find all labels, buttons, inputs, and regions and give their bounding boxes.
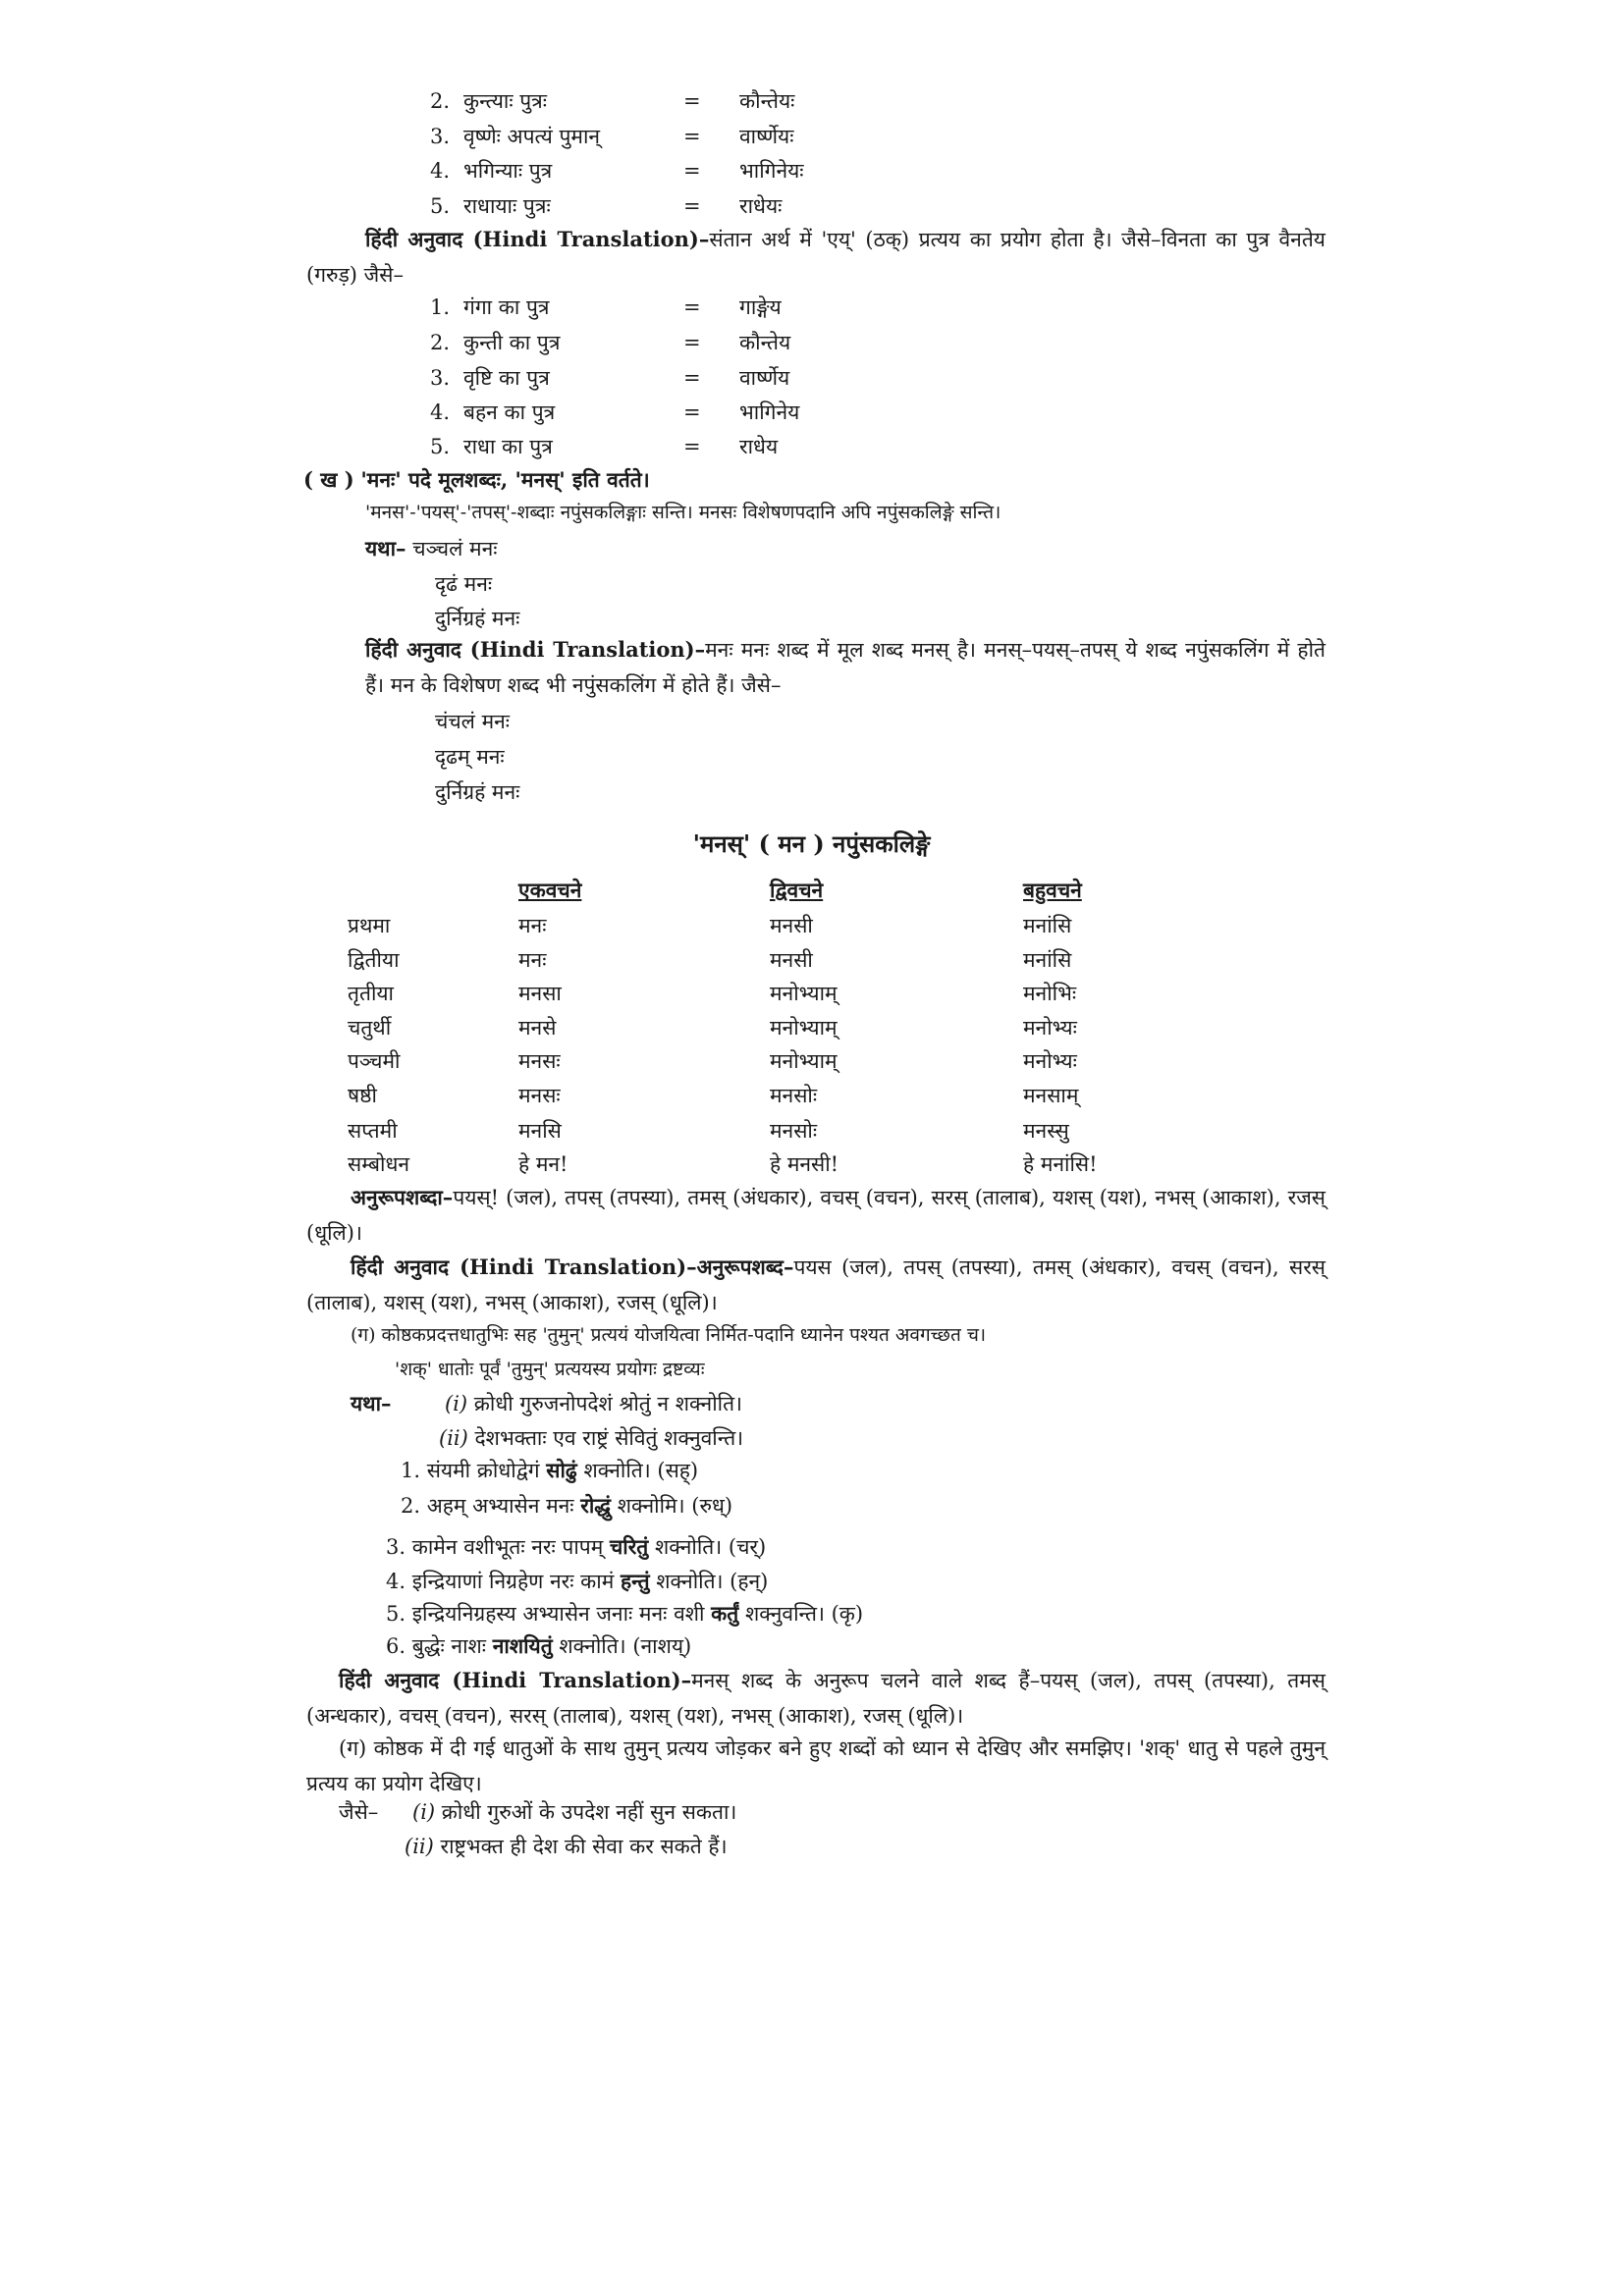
item-pre: इन्द्रियाणां निग्रहेण नरः कामं — [411, 1570, 615, 1593]
example-text: देशभक्ताः एव राष्ट्रं सेवितुं शक्नुवन्ति। — [474, 1426, 744, 1450]
item-bold: कर्तुं — [711, 1601, 739, 1626]
case-label: सम्बोधन — [348, 1152, 410, 1176]
table-cell: मनांसि — [1023, 948, 1072, 972]
tumun-example-item — [386, 1631, 691, 1661]
translation-label: हिंदी अनुवाद (Hindi Translation)– — [365, 637, 706, 662]
yatha-label: यथा– — [365, 536, 406, 561]
list-item-num: 3. — [430, 366, 451, 390]
yatha-label: यथा– — [351, 1391, 392, 1415]
column-header: एकवचने — [518, 878, 582, 902]
case-label: चतुर्थी — [348, 1016, 392, 1040]
example-line — [405, 1832, 728, 1861]
table-cell: मनः — [518, 914, 547, 937]
list-item-num: 2. — [430, 331, 451, 354]
translation-text: मनः मनः शब्द में मूल शब्द मनस् है। मनस्–पयस्–तपस् ये शब्द नपुंसकलिंग में होते हैं। मन के विशेषण शब्द भी नपुंसकलिंग में होते हैं। जैसे– — [365, 638, 1325, 697]
example-num: (i) — [445, 1392, 468, 1415]
list-item-term: बहन का पुत्र — [463, 400, 556, 424]
tumun-example-item — [386, 1567, 768, 1596]
item-post: शक्नोति। (हन्) — [656, 1570, 769, 1593]
example: दृढं मनः — [435, 572, 493, 596]
translation-text: पयस (जल), तपस् (तपस्या), तमस् (अंधकार), वचस् (वचन), सरस् (तालाब), यशस् (यश), नभस् (आकाश), रजस् (धूलि)। — [306, 1255, 1325, 1314]
table-cell: मनोभ्याम् — [770, 1016, 838, 1040]
list-item-eq: = — [683, 89, 701, 113]
anurupa-paragraph — [306, 1180, 1325, 1251]
item-bold: चरितुं — [609, 1534, 649, 1559]
translation-label: हिंदी अनुवाद (Hindi Translation)– — [339, 1668, 692, 1692]
section-line: 'मनस'-'पयस्'-'तपस्'-शब्दाः नपुंसकलिङ्गाः सन्ति। मनसः विशेषणपदानि अपि नपुंसकलिङ्गे सन्ति। — [365, 502, 1001, 523]
list-item-result: राधेय — [739, 435, 779, 458]
list-item-result: भागिनेय — [739, 400, 800, 424]
list-item-eq: = — [683, 125, 701, 148]
table-cell: मनसे — [518, 1016, 557, 1040]
list-item-term: राधायाः पुत्रः — [463, 194, 551, 218]
anurupa-text: पयस्! (जल), तपस् (तपस्या), तमस् (अंधकार), वचस् (वचन), सरस् (तालाब), यशस् (यश), नभस् (आकाश), रजस् (धूलि)। — [306, 1186, 1325, 1245]
table-cell: मनसी — [770, 948, 813, 972]
list-item-term: कुन्त्याः पुत्रः — [463, 89, 548, 113]
example-line — [439, 1423, 743, 1453]
hindi-translation-paragraph — [306, 222, 1325, 293]
item-bold: हन्तुं — [620, 1569, 650, 1593]
item-bold: सोढुं — [546, 1458, 577, 1482]
section-ga-line: (ग) कोष्ठकप्रदत्तधातुभिः सह 'तुमुन्' प्रत्ययं योजयित्वा निर्मित-पदानि ध्यानेन पश्यत अवगच्छत च। — [351, 1324, 987, 1346]
translation-text: मनस् शब्द के अनुरूप चलने वाले शब्द हैं–पयस् (जल), तपस् (तपस्या), तमस् (अन्धकार), वचस् (वचन), सरस् (तालाब), यशस् (यश), नभस् (आकाश), रजस् (धूलि)। — [306, 1669, 1325, 1728]
column-header: बहुवचने — [1023, 878, 1082, 902]
list-item-term: वृष्टि का पुत्र — [463, 366, 550, 390]
table-cell: मनसोः — [770, 1119, 818, 1143]
list-item-result: भागिनेयः — [739, 159, 804, 183]
list-item-result: राधेयः — [739, 194, 783, 218]
case-label: षष्ठी — [348, 1084, 377, 1107]
list-item-eq: = — [683, 159, 701, 183]
tumun-example-item — [386, 1599, 863, 1629]
item-num: 6. — [386, 1634, 406, 1658]
example-text: क्रोधी गुरुजनोपदेशं श्रोतुं न शक्नोति। — [473, 1392, 743, 1415]
translation-label: हिंदी अनुवाद (Hindi Translation)–अनुरूपशब्द– — [351, 1255, 794, 1279]
table-cell: मनांसि — [1023, 914, 1072, 937]
table-cell: मनसः — [518, 1084, 561, 1107]
table-cell: मनस्सु — [1023, 1119, 1069, 1143]
list-item-num: 4. — [430, 400, 451, 424]
hindi-translation-paragraph — [306, 1250, 1325, 1320]
list-item-eq: = — [683, 366, 701, 390]
table-cell: मनसाम् — [1023, 1084, 1079, 1107]
case-label: पञ्चमी — [348, 1049, 401, 1073]
item-post: शक्नोति। (सह्) — [583, 1459, 699, 1482]
example-line — [412, 1797, 736, 1827]
item-num: 2. — [401, 1494, 421, 1518]
example: दुर्निग्रहं मनः — [435, 780, 520, 804]
item-post: शक्नोमि। (रुध्) — [617, 1494, 733, 1518]
list-item-result: वार्ष्णेयः — [739, 125, 794, 148]
table-cell: हे मनांसि! — [1023, 1152, 1098, 1176]
item-bold: रोद्धुं — [580, 1493, 612, 1518]
section-marker: ( ख ) — [303, 467, 354, 492]
tumun-example-item — [401, 1491, 732, 1521]
item-pre: अहम् अभ्यासेन मनः — [426, 1494, 574, 1518]
item-post: शक्नुवन्ति। (कृ) — [744, 1602, 864, 1626]
table-cell: हे मनसी! — [770, 1152, 839, 1176]
section-ga-line: 'शक्' धातोः पूर्वं 'तुमुन्' प्रत्ययस्य प्रयोगः द्रष्टव्यः — [395, 1359, 705, 1380]
translation-text: संतान अर्थ में 'एय्' (ठक्) प्रत्यय का प्रयोग होता है। जैसे–विनता का पुत्र वैनतेय (गरुड़) जैसे– — [306, 228, 1325, 287]
anurupa-label: अनुरूपशब्दा– — [351, 1185, 454, 1209]
list-item-result: कौन्तेय — [739, 331, 791, 354]
yatha-line — [365, 534, 498, 563]
list-item-num: 5. — [430, 435, 451, 458]
tumun-example-item — [386, 1532, 766, 1562]
example: चंचलं मनः — [435, 710, 511, 733]
list-item-term: भगिन्याः पुत्र — [463, 159, 553, 183]
list-item-result: गाङ्गेय — [739, 295, 782, 319]
item-pre: बुद्धेः नाशः — [411, 1634, 487, 1658]
item-num: 1. — [401, 1459, 421, 1482]
translation-label: हिंदी अनुवाद (Hindi Translation)– — [365, 227, 710, 251]
table-cell: मनसी — [770, 914, 813, 937]
list-item-term: गंगा का पुत्र — [463, 295, 550, 319]
list-item-eq: = — [683, 331, 701, 354]
list-item-term: कुन्ती का पुत्र — [463, 331, 561, 354]
example: चञ्चलं मनः — [412, 537, 498, 561]
table-cell: मनोभ्यः — [1023, 1016, 1077, 1040]
table-title: 'मनस्' ( मन ) नपुंसकलिङ्गे — [692, 829, 931, 858]
list-item-num: 2. — [430, 89, 451, 113]
list-item-num: 5. — [430, 194, 451, 218]
example-num: (ii) — [439, 1426, 468, 1450]
example: दुर्निग्रहं मनः — [435, 607, 520, 630]
item-num: 4. — [386, 1570, 406, 1593]
case-label: प्रथमा — [348, 914, 391, 937]
example: दृढम् मनः — [435, 745, 505, 769]
table-cell: मनसोः — [770, 1084, 818, 1107]
list-item-num: 1. — [430, 295, 451, 319]
table-cell: मनोभ्याम् — [770, 1049, 838, 1073]
hindi-translation-paragraph — [365, 632, 1325, 703]
table-cell: मनसि — [518, 1119, 562, 1143]
example-num: (ii) — [405, 1835, 434, 1858]
item-pre: इन्द्रियनिग्रहस्य अभ्यासेन जनाः मनः वशी — [411, 1602, 705, 1626]
section-heading-text: 'मनः' पदे मूलशब्दः, 'मनस्' इति वर्तते। — [360, 467, 650, 492]
case-label: तृतीया — [348, 982, 394, 1005]
item-num: 3. — [386, 1535, 406, 1559]
table-cell: मनोभ्यः — [1023, 1049, 1077, 1073]
case-label: सप्तमी — [348, 1119, 398, 1143]
list-item-eq: = — [683, 400, 701, 424]
case-label: द्वितीया — [348, 948, 400, 972]
example-num: (i) — [412, 1800, 436, 1824]
item-pre: संयमी क्रोधोद्वेगं — [426, 1459, 540, 1482]
list-item-result: कौन्तेयः — [739, 89, 795, 113]
table-cell: मनोभिः — [1023, 982, 1077, 1005]
example-text: क्रोधी गुरुओं के उपदेश नहीं सुन सकता। — [441, 1800, 737, 1824]
section-heading — [303, 465, 650, 495]
item-num: 5. — [386, 1602, 406, 1626]
table-cell: मनसा — [518, 982, 562, 1005]
table-cell: मनसः — [518, 1049, 561, 1073]
list-item-eq: = — [683, 295, 701, 319]
example-text: राष्ट्रभक्त ही देश की सेवा कर सकते हैं। — [440, 1835, 728, 1858]
table-cell: हे मन! — [518, 1152, 568, 1176]
list-item-result: वार्ष्णेय — [739, 366, 790, 390]
list-item-num: 3. — [430, 125, 451, 148]
column-header: द्विवचने — [770, 878, 824, 902]
table-cell: मनः — [518, 948, 547, 972]
list-item-eq: = — [683, 194, 701, 218]
table-cell: मनोभ्याम् — [770, 982, 838, 1005]
list-item-term: राधा का पुत्र — [463, 435, 553, 458]
list-item-num: 4. — [430, 159, 451, 183]
item-post: शक्नोति। (नाशय्) — [559, 1634, 692, 1658]
item-pre: कामेन वशीभूतः नरः पापम् — [411, 1535, 604, 1559]
item-bold: नाशयितुं — [492, 1633, 553, 1658]
item-post: शक्नोति। (चर्) — [654, 1535, 767, 1559]
example-line — [445, 1389, 742, 1418]
list-item-term: वृष्णेः अपत्यं पुमान् — [463, 125, 601, 148]
list-item-eq: = — [683, 435, 701, 458]
tumun-example-item — [401, 1456, 698, 1485]
section-ga-hindi: (ग) कोष्ठक में दी गई धातुओं के साथ तुमुन् प्रत्यय जोड़कर बने हुए शब्दों को ध्यान से देखिए और समझिए। 'शक्' धातु से पहले तुमुन् प्रत्यय का प्रयोग देखिए। — [306, 1736, 1325, 1795]
jaise-label: जैसे– — [339, 1800, 379, 1824]
hindi-translation-paragraph — [306, 1663, 1325, 1734]
